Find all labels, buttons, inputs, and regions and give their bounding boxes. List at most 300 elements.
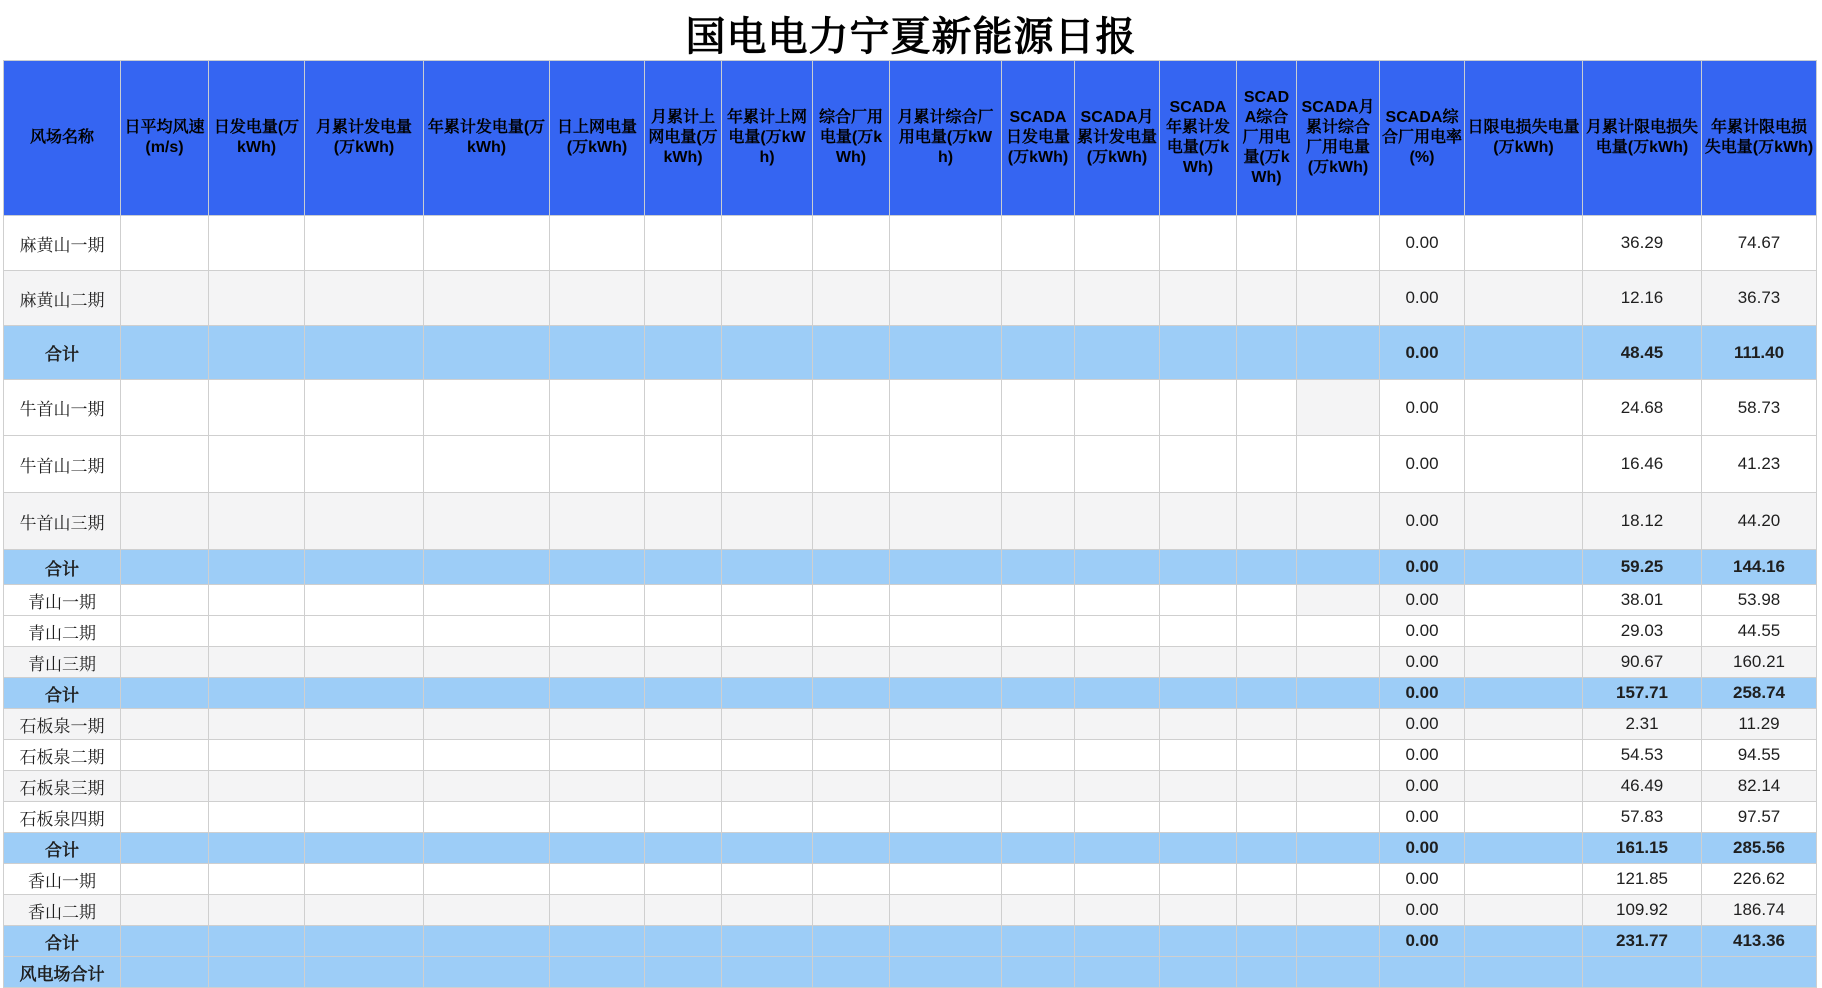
cell: [1160, 709, 1237, 740]
cell: [1002, 833, 1075, 864]
header-row: [4, 61, 1817, 216]
header-cell: SCADA日发电量(万kWh): [1002, 61, 1075, 216]
scada-rate-cell: 0.00: [1380, 271, 1465, 326]
farm-name-cell: 香山一期: [4, 864, 121, 895]
cell: [1465, 678, 1583, 709]
cell: [305, 585, 424, 616]
cell: [1237, 957, 1297, 988]
year-curtailment-loss-cell: 111.40: [1702, 326, 1817, 380]
cell: [305, 833, 424, 864]
cell: [1160, 216, 1237, 271]
cell: [550, 271, 645, 326]
cell: [550, 216, 645, 271]
cell: [813, 436, 890, 493]
table-row: [4, 585, 1817, 616]
cell: [890, 616, 1002, 647]
cell: [1002, 380, 1075, 436]
cell: [1297, 833, 1380, 864]
table-row: [4, 647, 1817, 678]
cell: [645, 380, 722, 436]
cell: [645, 326, 722, 380]
cell: [890, 802, 1002, 833]
scada-rate-cell: 0.00: [1380, 616, 1465, 647]
cell: [1160, 647, 1237, 678]
header-cell: 日发电量(万kWh): [209, 61, 305, 216]
year-curtailment-loss-cell: 413.36: [1702, 926, 1817, 957]
cell: [813, 771, 890, 802]
cell: [121, 740, 209, 771]
cell: [1237, 864, 1297, 895]
cell: [890, 550, 1002, 585]
cell: [424, 616, 550, 647]
cell: [1002, 678, 1075, 709]
cell: [424, 833, 550, 864]
cell: [550, 493, 645, 550]
cell: [209, 833, 305, 864]
header-cell: SCADA月累计综合厂用电量(万kWh): [1297, 61, 1380, 216]
cell: [1160, 895, 1237, 926]
cell: [645, 957, 722, 988]
daily-report-table: [3, 60, 1817, 988]
cell: [305, 436, 424, 493]
cell: [1002, 216, 1075, 271]
cell: [722, 326, 813, 380]
month-curtailment-loss-cell: 29.03: [1583, 616, 1702, 647]
cell: [890, 647, 1002, 678]
cell: [550, 709, 645, 740]
cell: [722, 380, 813, 436]
cell: [209, 709, 305, 740]
cell: [645, 802, 722, 833]
header-cell: SCADA月累计发电量(万kWh): [1075, 61, 1160, 216]
cell: [1297, 550, 1380, 585]
cell: [890, 493, 1002, 550]
year-curtailment-loss-cell: 53.98: [1702, 585, 1817, 616]
cell: [424, 550, 550, 585]
farm-name-cell: 合计: [4, 550, 121, 585]
cell: [1160, 833, 1237, 864]
cell: [1237, 550, 1297, 585]
table-row: [4, 740, 1817, 771]
cell: [305, 326, 424, 380]
cell: [209, 616, 305, 647]
cell: [1297, 864, 1380, 895]
cell: [209, 493, 305, 550]
cell: [1075, 864, 1160, 895]
cell: [722, 585, 813, 616]
cell: [890, 864, 1002, 895]
header-cell: SCADA年累计发电量(万kWh): [1160, 61, 1237, 216]
cell: [1237, 833, 1297, 864]
cell: [645, 926, 722, 957]
month-curtailment-loss-cell: 12.16: [1583, 271, 1702, 326]
scada-rate-cell: 0.00: [1380, 436, 1465, 493]
cell: [550, 678, 645, 709]
cell: [813, 833, 890, 864]
cell: [424, 926, 550, 957]
header-cell: 日限电损失电量(万kWh): [1465, 61, 1583, 216]
table-row: [4, 709, 1817, 740]
year-curtailment-loss-cell: 74.67: [1702, 216, 1817, 271]
page-title: 国电电力宁夏新能源日报: [685, 15, 1137, 59]
cell: [1160, 326, 1237, 380]
cell: [305, 647, 424, 678]
cell: [1160, 957, 1237, 988]
month-curtailment-loss-cell: 38.01: [1583, 585, 1702, 616]
header-cell: 月累计综合厂用电量(万kWh): [890, 61, 1002, 216]
cell: [424, 585, 550, 616]
farm-name-cell: 石板泉三期: [4, 771, 121, 802]
header-cell: 年累计限电损失电量(万kWh): [1702, 61, 1817, 216]
cell: [424, 957, 550, 988]
month-curtailment-loss-cell: 231.77: [1583, 926, 1702, 957]
cell: [424, 216, 550, 271]
cell: [722, 802, 813, 833]
month-curtailment-loss-cell: 18.12: [1583, 493, 1702, 550]
cell: [1075, 926, 1160, 957]
cell: [1075, 709, 1160, 740]
cell: [1160, 493, 1237, 550]
cell: [1465, 550, 1583, 585]
cell: [1002, 709, 1075, 740]
cell: [1297, 957, 1380, 988]
header-cell: 综合厂用电量(万kWh): [813, 61, 890, 216]
cell: [1237, 271, 1297, 326]
cell: [645, 771, 722, 802]
cell: [1465, 957, 1583, 988]
cell: [813, 493, 890, 550]
cell: [121, 550, 209, 585]
table-row: [4, 216, 1817, 271]
cell: [121, 895, 209, 926]
cell: [550, 740, 645, 771]
year-curtailment-loss-cell: 160.21: [1702, 647, 1817, 678]
cell: [1465, 864, 1583, 895]
cell: [1297, 271, 1380, 326]
cell: [550, 957, 645, 988]
cell: [209, 550, 305, 585]
scada-rate-cell: 0.00: [1380, 709, 1465, 740]
cell: [209, 380, 305, 436]
cell: [722, 678, 813, 709]
cell: [1002, 802, 1075, 833]
cell: [645, 616, 722, 647]
farm-name-cell: 牛首山二期: [4, 436, 121, 493]
cell: [424, 271, 550, 326]
cell: [722, 436, 813, 493]
cell: [1075, 647, 1160, 678]
cell: [890, 740, 1002, 771]
scada-rate-cell: 0.00: [1380, 833, 1465, 864]
cell: [890, 216, 1002, 271]
cell: [305, 493, 424, 550]
cell: [890, 678, 1002, 709]
cell: [722, 957, 813, 988]
cell: [1002, 864, 1075, 895]
table-row: [4, 864, 1817, 895]
subtotal-row: [4, 833, 1817, 864]
subtotal-row: [4, 678, 1817, 709]
cell: [550, 550, 645, 585]
cell: [424, 326, 550, 380]
scada-rate-cell: 0.00: [1380, 678, 1465, 709]
cell: [1465, 326, 1583, 380]
cell: [722, 895, 813, 926]
cell: [121, 709, 209, 740]
cell: [121, 616, 209, 647]
cell: [1237, 380, 1297, 436]
cell: [1465, 616, 1583, 647]
cell: [890, 833, 1002, 864]
subtotal-row: [4, 957, 1817, 988]
month-curtailment-loss-cell: 48.45: [1583, 326, 1702, 380]
cell: [424, 895, 550, 926]
cell: [1465, 771, 1583, 802]
year-curtailment-loss-cell: 41.23: [1702, 436, 1817, 493]
cell: [550, 380, 645, 436]
cell: [1237, 895, 1297, 926]
cell: [550, 436, 645, 493]
cell: [722, 709, 813, 740]
cell: [1297, 436, 1380, 493]
cell: [209, 864, 305, 895]
year-curtailment-loss-cell: [1702, 957, 1817, 988]
cell: [1465, 833, 1583, 864]
year-curtailment-loss-cell: 226.62: [1702, 864, 1817, 895]
cell: [1160, 271, 1237, 326]
cell: [1297, 740, 1380, 771]
cell: [1075, 216, 1160, 271]
cell: [550, 647, 645, 678]
cell: [121, 326, 209, 380]
cell: [813, 678, 890, 709]
cell: [305, 771, 424, 802]
cell: [550, 926, 645, 957]
cell: [1075, 678, 1160, 709]
scada-rate-cell: 0.00: [1380, 585, 1465, 616]
cell: [1465, 802, 1583, 833]
cell: [209, 771, 305, 802]
cell: [305, 271, 424, 326]
table-header: [4, 61, 1817, 216]
cell: [550, 864, 645, 895]
cell: [813, 380, 890, 436]
table-row: [4, 616, 1817, 647]
cell: [813, 926, 890, 957]
cell: [1465, 709, 1583, 740]
cell: [722, 216, 813, 271]
scada-rate-cell: 0.00: [1380, 740, 1465, 771]
header-cell: SCADA综合厂用电量(万kWh): [1237, 61, 1297, 216]
cell: [645, 678, 722, 709]
cell: [1237, 493, 1297, 550]
cell: [121, 271, 209, 326]
cell: [550, 895, 645, 926]
cell: [121, 802, 209, 833]
cell: [424, 740, 550, 771]
month-curtailment-loss-cell: 36.29: [1583, 216, 1702, 271]
cell: [424, 647, 550, 678]
cell: [305, 864, 424, 895]
cell: [1002, 740, 1075, 771]
cell: [890, 271, 1002, 326]
header-cell: 日上网电量(万kWh): [550, 61, 645, 216]
cell: [305, 957, 424, 988]
cell: [722, 271, 813, 326]
cell: [1465, 380, 1583, 436]
cell: [1237, 802, 1297, 833]
cell: [1465, 585, 1583, 616]
cell: [1002, 771, 1075, 802]
cell: [1297, 380, 1380, 436]
cell: [813, 802, 890, 833]
cell: [1297, 493, 1380, 550]
cell: [1297, 678, 1380, 709]
table-row: [4, 436, 1817, 493]
cell: [424, 380, 550, 436]
cell: [1075, 740, 1160, 771]
cell: [209, 271, 305, 326]
cell: [305, 895, 424, 926]
cell: [1002, 271, 1075, 326]
cell: [1297, 647, 1380, 678]
cell: [1002, 895, 1075, 926]
cell: [1237, 436, 1297, 493]
cell: [813, 585, 890, 616]
cell: [813, 216, 890, 271]
cell: [722, 616, 813, 647]
cell: [1002, 436, 1075, 493]
cell: [890, 709, 1002, 740]
cell: [813, 740, 890, 771]
scada-rate-cell: [1380, 957, 1465, 988]
subtotal-row: [4, 326, 1817, 380]
month-curtailment-loss-cell: [1583, 957, 1702, 988]
cell: [890, 926, 1002, 957]
cell: [1237, 585, 1297, 616]
month-curtailment-loss-cell: 109.92: [1583, 895, 1702, 926]
subtotal-row: [4, 550, 1817, 585]
scada-rate-cell: 0.00: [1380, 380, 1465, 436]
cell: [305, 678, 424, 709]
farm-name-cell: 麻黄山一期: [4, 216, 121, 271]
cell: [209, 678, 305, 709]
cell: [1465, 647, 1583, 678]
cell: [1297, 326, 1380, 380]
cell: [209, 802, 305, 833]
cell: [1075, 550, 1160, 585]
cell: [1075, 771, 1160, 802]
cell: [1465, 926, 1583, 957]
cell: [1075, 802, 1160, 833]
cell: [1160, 380, 1237, 436]
cell: [121, 493, 209, 550]
cell: [1002, 550, 1075, 585]
farm-name-cell: 麻黄山二期: [4, 271, 121, 326]
cell: [305, 926, 424, 957]
cell: [209, 740, 305, 771]
cell: [121, 678, 209, 709]
table-row: [4, 771, 1817, 802]
cell: [121, 957, 209, 988]
farm-name-cell: 牛首山三期: [4, 493, 121, 550]
cell: [305, 380, 424, 436]
cell: [813, 895, 890, 926]
cell: [1075, 957, 1160, 988]
cell: [121, 833, 209, 864]
cell: [890, 380, 1002, 436]
cell: [1297, 616, 1380, 647]
cell: [813, 647, 890, 678]
cell: [305, 740, 424, 771]
cell: [209, 326, 305, 380]
cell: [305, 709, 424, 740]
month-curtailment-loss-cell: 59.25: [1583, 550, 1702, 585]
cell: [305, 802, 424, 833]
scada-rate-cell: 0.00: [1380, 926, 1465, 957]
cell: [890, 436, 1002, 493]
cell: [1237, 326, 1297, 380]
cell: [1002, 926, 1075, 957]
scada-rate-cell: 0.00: [1380, 647, 1465, 678]
scada-rate-cell: 0.00: [1380, 493, 1465, 550]
cell: [1297, 585, 1380, 616]
year-curtailment-loss-cell: 144.16: [1702, 550, 1817, 585]
header-cell: 日平均风速(m/s): [121, 61, 209, 216]
farm-name-cell: 青山二期: [4, 616, 121, 647]
cell: [1237, 771, 1297, 802]
cell: [121, 436, 209, 493]
table-row: [4, 493, 1817, 550]
year-curtailment-loss-cell: 97.57: [1702, 802, 1817, 833]
table-row: [4, 380, 1817, 436]
cell: [1075, 585, 1160, 616]
table-row: [4, 271, 1817, 326]
cell: [645, 436, 722, 493]
year-curtailment-loss-cell: 258.74: [1702, 678, 1817, 709]
month-curtailment-loss-cell: 90.67: [1583, 647, 1702, 678]
scada-rate-cell: 0.00: [1380, 864, 1465, 895]
month-curtailment-loss-cell: 46.49: [1583, 771, 1702, 802]
cell: [1160, 616, 1237, 647]
cell: [209, 895, 305, 926]
farm-name-cell: 合计: [4, 926, 121, 957]
cell: [813, 326, 890, 380]
cell: [305, 616, 424, 647]
cell: [424, 493, 550, 550]
cell: [1465, 493, 1583, 550]
cell: [813, 616, 890, 647]
cell: [121, 771, 209, 802]
cell: [645, 740, 722, 771]
farm-name-cell: 合计: [4, 326, 121, 380]
farm-name-cell: 青山一期: [4, 585, 121, 616]
year-curtailment-loss-cell: 44.55: [1702, 616, 1817, 647]
header-cell: SCADA综合厂用电率(%): [1380, 61, 1465, 216]
cell: [424, 771, 550, 802]
cell: [1160, 550, 1237, 585]
cell: [813, 864, 890, 895]
cell: [1160, 678, 1237, 709]
cell: [1297, 926, 1380, 957]
year-curtailment-loss-cell: 44.20: [1702, 493, 1817, 550]
scada-rate-cell: 0.00: [1380, 895, 1465, 926]
cell: [1297, 216, 1380, 271]
cell: [1075, 493, 1160, 550]
cell: [1075, 616, 1160, 647]
cell: [121, 380, 209, 436]
month-curtailment-loss-cell: 161.15: [1583, 833, 1702, 864]
